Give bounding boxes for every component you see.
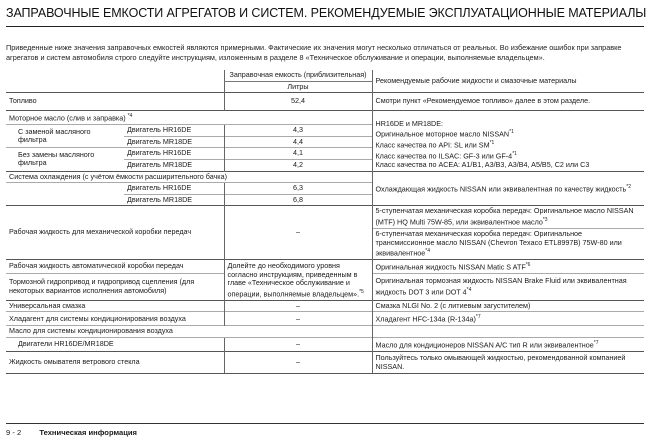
row-label: Хладагент для системы кондиционирования воздуха [6, 312, 224, 326]
table-row [6, 312, 644, 326]
row-recommendation: 5-ступенчатая механическая коробка передач: Оригинальное масло NISSAN (MTF) HQ Multi 75W-85, или эквивалентное масло$^{*3}$ [372, 206, 644, 229]
row-value: 4,1 [224, 148, 372, 160]
table-row [6, 300, 644, 312]
row-label: Рабочая жидкость для механической коробки передач [6, 206, 224, 260]
engine-label: Двигатель MR18DE [124, 159, 224, 171]
capacity-table [6, 70, 644, 374]
row-recommendation: Оригинальная жидкость NISSAN Matic S ATF$^{*6}$ [372, 260, 644, 274]
header-fluids: Рекомендуемые рабочие жидкости и смазочные материалы [372, 70, 644, 93]
row-recommendation: Охлаждающая жидкость NISSAN или эквивалентная по качеству жидкость$^{*2}$ [372, 171, 644, 206]
row-recommendation: HR16DE и MR18DE: Оригинальное моторное масло NISSAN$^{*1}$ Класс качества по API: SL или SM$^{*1}$ Класс качества по ILSAC: GF-3 или GF-4$^{*1}$ Класс качества по ACEA: A1/B1, A3/B3, A3/B4, A5/B5, C2 или C3 [372, 111, 644, 171]
page-title: ЗАПРАВОЧНЫЕ ЕМКОСТИ АГРЕГАТОВ И СИСТЕМ. РЕКОМЕНДУЕМЫЕ ЭКСПЛУАТАЦИОННЫЕ МАТЕРИАЛЫ [6, 6, 647, 20]
row-value: 6,8 [224, 194, 372, 206]
row-value: – [224, 312, 372, 326]
intro-paragraph: Приведенные ниже значения заправочных емкостей являются примерными. Фактические их значения могут несколько отличаться от реальных. Во избежание ошибок при заправке агрегатов и систем автомобиля строго следуйте инструкциям, изложенным в разделе 8 «Техническое обслуживание и операции, выполняемые владельцем». [6, 43, 622, 62]
row-label: Топливо [6, 93, 224, 111]
row-value: 6,3 [224, 183, 372, 195]
table-row [6, 260, 644, 274]
table-row [6, 352, 644, 374]
table-row [6, 93, 644, 111]
table-row [6, 111, 644, 125]
row-label: Моторное масло (слив и заправка) [9, 113, 126, 123]
row-label: Тормозной гидропривод и гидропривод сцепления (для некоторых вариантов исполнения автомобиля) [6, 274, 224, 301]
row-sublabel: С заменой масляного фильтра [6, 125, 124, 148]
table-row [6, 338, 644, 352]
footnote-mark: *4 [127, 113, 133, 120]
table-row [6, 326, 644, 338]
footer-divider [6, 423, 644, 424]
engine-label: Двигатель HR16DE [124, 148, 224, 160]
header-liters: Литры [224, 81, 372, 93]
row-recommendation: Смазка NLGI No. 2 (с литиевым загустителем) [372, 300, 644, 312]
engine-label: Двигатель HR16DE [124, 125, 224, 137]
title-divider [6, 26, 644, 27]
section-name: Техническая информация [39, 428, 137, 437]
row-value: 4,4 [224, 136, 372, 148]
table-header-row [6, 70, 644, 81]
row-value: 4,3 [224, 125, 372, 137]
row-recommendation: Пользуйтесь только омывающей жидкостью, рекомендованной компанией NISSAN. [372, 352, 644, 374]
page-number: 9 - 2 [6, 428, 22, 437]
row-value: – [224, 300, 372, 312]
row-value: – [224, 206, 372, 260]
header-capacity: Заправочная емкость (приблизительная) [224, 70, 372, 81]
row-value: 52,4 [224, 93, 372, 111]
table-row [6, 206, 644, 229]
row-value: 4,2 [224, 159, 372, 171]
engine-label: Двигатель MR18DE [124, 136, 224, 148]
row-recommendation: Смотри пункт «Рекомендуемое топливо» далее в этом разделе. [372, 93, 644, 111]
row-label: Система охлаждения (с учётом ёмкости расширительного бачка) [6, 171, 372, 183]
row-label: Рабочая жидкость автоматической коробки передач [6, 260, 224, 274]
row-recommendation: 6-ступенчатая механическая коробка передач: Оригинальное трансмиссионное масло NISSAN (Chevron Texaco ETL8997B) 75W-80 или эквивалентное$^{*4}$ [372, 228, 644, 259]
row-label: Универсальная смазка [6, 300, 224, 312]
row-recommendation: Хладагент HFC-134a $(R-134a)^{*7}$ [372, 312, 644, 326]
engine-label: Двигатель MR18DE [124, 194, 224, 206]
page-footer [6, 428, 137, 437]
row-value: – [224, 352, 372, 374]
engine-label: Двигатель HR16DE [124, 183, 224, 195]
row-value: – [224, 338, 372, 352]
row-label: Жидкость омывателя ветрового стекла [6, 352, 224, 374]
row-label: Масло для системы кондиционирования воздуха [6, 326, 372, 338]
table-row [6, 171, 644, 183]
engine-label: Двигатели HR16DE/MR18DE [6, 338, 224, 352]
row-sublabel: Без замены масляного фильтра [6, 148, 124, 171]
row-merged-note: Долейте до необходимого уровня согласно инструкциям, приведенным в главе «Техническое обслуживание и операции, выполняемые владельцем».$^{*5}$ [224, 260, 372, 301]
row-recommendation: Оригинальная тормозная жидкость NISSAN Brake Fluid или эквивалентная жидкость DOT 3 или DOT 4$^{*4}$ [372, 274, 644, 301]
row-recommendation: Масло для кондиционеров NISSAN A/C тип R или эквивалентное$^{*7}$ [372, 338, 644, 352]
